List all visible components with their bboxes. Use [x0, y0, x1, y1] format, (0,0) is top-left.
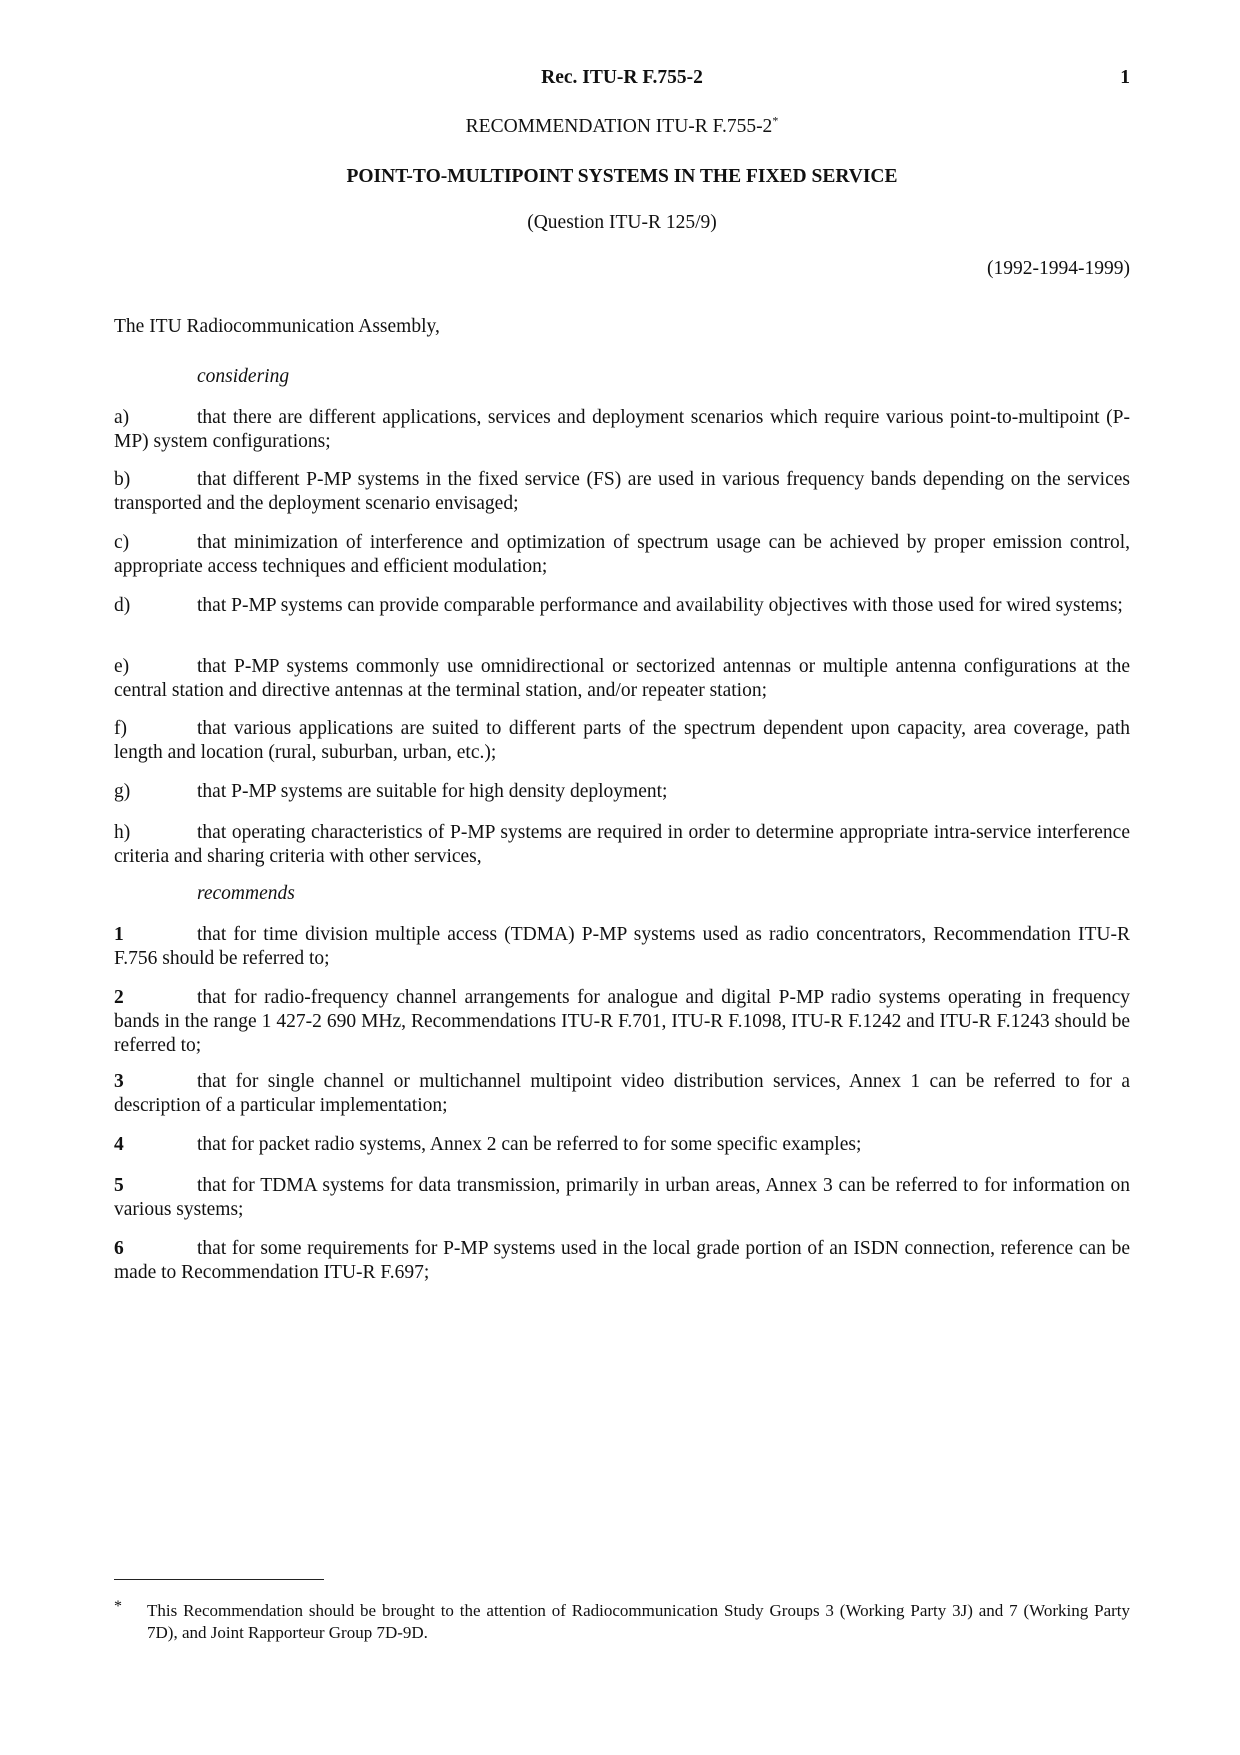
item-text: that P-MP systems are suitable for high density deployment; [197, 781, 668, 802]
question-reference: (Question ITU-R 125/9) [527, 212, 717, 233]
item-text: that P-MP systems can provide comparable performance and availability objectives with those used for wired systems; [197, 595, 1123, 616]
document-title: POINT-TO-MULTIPOINT SYSTEMS IN THE FIXED SERVICE [346, 166, 898, 187]
recommends-item-5 [114, 1174, 1130, 1222]
footnote-text: This Recommendation should be brought to the attention of Radiocommunication Study Groups 3 (Working Party 3J) and 7 (Working Party 7D), and Joint Rapporteur Group 7D-9D. [147, 1601, 1130, 1642]
item-text: that operating characteristics of P-MP systems are required in order to determine appropriate intra-service interference criteria and sharing criteria with other services, [114, 822, 1130, 867]
considering-item-c [114, 531, 1130, 579]
item-number: 4 [114, 1134, 124, 1155]
considering-heading: considering [197, 366, 290, 387]
item-label: f) [114, 718, 127, 739]
running-title: Rec. ITU-R F.755-2 [541, 67, 703, 88]
document-page [114, 0, 1130, 1755]
considering-item-g [114, 780, 1130, 804]
item-number: 1 [114, 924, 124, 945]
considering-item-a [114, 406, 1130, 454]
item-number: 2 [114, 987, 124, 1008]
assembly-line: The ITU Radiocommunication Assembly, [114, 316, 440, 337]
recommends-item-6 [114, 1237, 1130, 1285]
item-number: 3 [114, 1071, 124, 1092]
recommends-heading: recommends [197, 883, 295, 904]
item-label: d) [114, 595, 131, 616]
running-header [114, 66, 1130, 92]
item-number: 5 [114, 1175, 124, 1196]
item-label: b) [114, 469, 131, 490]
item-text: that for time division multiple access (TDMA) P-MP systems used as radio concentrators, Recommendation ITU-R F.756 should be referred to; [114, 924, 1130, 969]
recommends-item-4 [114, 1133, 1130, 1157]
recommendation-line [114, 115, 1130, 139]
item-text: that for some requirements for P-MP systems used in the local grade portion of an ISDN connection, reference can be made to Recommendation ITU-R F.697; [114, 1238, 1130, 1283]
item-text: that minimization of interference and optimization of spectrum usage can be achieved by proper emission control, appropriate access techniques and efficient modulation; [114, 532, 1130, 577]
recommends-item-1 [114, 923, 1130, 971]
item-number: 6 [114, 1238, 124, 1259]
item-text: that there are different applications, services and deployment scenarios which require various point-to-multipoint (P-MP) system configurations; [114, 407, 1130, 452]
item-text: that various applications are suited to different parts of the spectrum dependent upon capacity, area coverage, path length and location (rural, suburban, urban, etc.); [114, 718, 1130, 763]
item-text: that P-MP systems commonly use omnidirectional or sectorized antennas or multiple antenna configurations at the central station and directive antennas at the terminal station, and/or repeater station; [114, 656, 1130, 701]
considering-item-b [114, 468, 1130, 516]
item-label: h) [114, 822, 131, 843]
item-text: that for packet radio systems, Annex 2 can be referred to for some specific examples; [197, 1134, 862, 1155]
page-number: 1 [1120, 67, 1130, 88]
considering-item-d [114, 594, 1130, 618]
item-text: that for single channel or multichannel multipoint video distribution services, Annex 1 can be referred to for a description of a particular implementation; [114, 1071, 1130, 1116]
footnote [114, 1600, 1130, 1644]
item-text: that for radio-frequency channel arrangements for analogue and digital P-MP radio systems operating in frequency bands in the range 1 427-2 690 MHz, Recommendations ITU-R F.701, ITU-R F.1098, ITU-R F.1242 and ITU-R F.1243 should be referred to; [114, 987, 1130, 1056]
approval-dates: (1992-1994-1999) [987, 258, 1130, 279]
item-text: that for TDMA systems for data transmission, primarily in urban areas, Annex 3 can be referred to for information on various systems; [114, 1175, 1130, 1220]
considering-item-f [114, 717, 1130, 765]
footnote-mark: * [114, 1598, 122, 1615]
item-label: a) [114, 407, 130, 428]
item-label: g) [114, 781, 131, 802]
recommends-item-2 [114, 986, 1130, 1058]
considering-item-h [114, 821, 1130, 869]
considering-item-e [114, 655, 1130, 703]
recommends-item-3 [114, 1070, 1130, 1118]
footnote-separator [114, 1579, 324, 1580]
item-text: that different P-MP systems in the fixed service (FS) are used in various frequency bands depending on the services transported and the deployment scenario envisaged; [114, 469, 1130, 514]
item-label: c) [114, 532, 130, 553]
recommendation-number: RECOMMENDATION ITU-R F.755-2 [465, 116, 773, 137]
item-label: e) [114, 656, 130, 677]
footnote-reference[interactable]: * [772, 113, 779, 128]
